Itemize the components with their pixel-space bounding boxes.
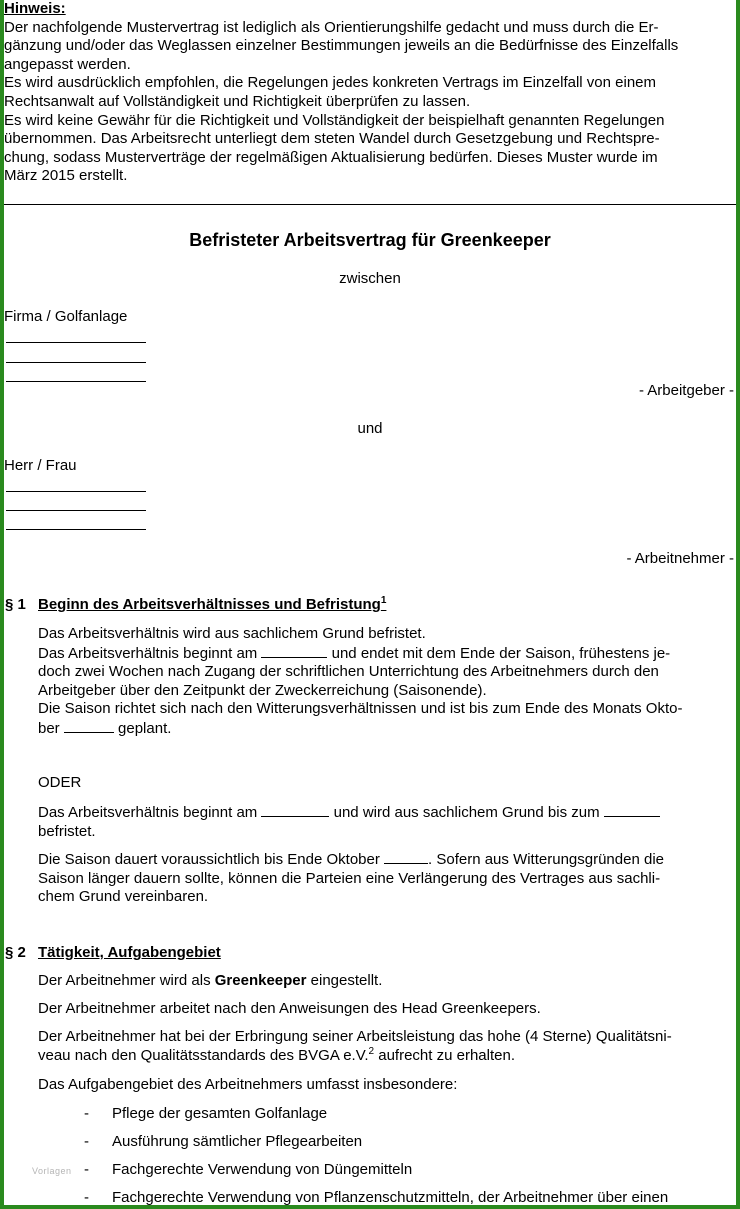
section-2-paragraph <box>38 972 735 991</box>
text: geplant. <box>118 719 172 737</box>
text: und endet mit dem Ende der Saison, frühestens je- <box>331 644 671 662</box>
section-2-number: § 2 <box>5 944 26 961</box>
word: aus <box>214 625 239 642</box>
notice-line: angepasst werden. <box>4 55 131 73</box>
section-1-number: § 1 <box>5 596 26 613</box>
alt-end-date-blank[interactable] <box>604 803 660 817</box>
alternative-paragraph <box>38 803 735 841</box>
notice-line: März 2015 erstellt. <box>4 167 128 185</box>
section-2-title: Tätigkeit, Aufgabengebiet <box>38 944 221 961</box>
paragraph-line <box>38 1047 735 1066</box>
section-2-paragraph <box>38 1076 735 1095</box>
employee-blank-line[interactable] <box>6 510 146 511</box>
list-item-text: Ausführung sämtlicher Pflegearbeiten <box>112 1133 363 1150</box>
start-date-blank[interactable] <box>261 644 327 658</box>
paragraph-line: Saison länger dauern sollte, können die Parteien eine Verlängerung des Vertrages aus sachli- <box>38 869 661 887</box>
word: sachlichem <box>243 625 319 642</box>
notice-title: Hinweis: <box>4 0 66 17</box>
text: Die Saison dauert voraussichtlich bis Ende Oktober <box>38 851 380 868</box>
text: Das Arbeitsverhältnis beginnt am <box>38 804 258 821</box>
paragraph-line <box>38 625 735 644</box>
text: Der Arbeitnehmer wird als <box>38 972 211 989</box>
footnote-ref-1[interactable]: 1 <box>380 595 387 606</box>
text: Das Arbeitsverhältnis beginnt am <box>38 644 258 662</box>
paragraph-line: Die Saison richtet sich nach den Witterungsverhältnissen und ist bis zum Ende des Monats Okto- <box>38 700 683 718</box>
word: Zweckerreichung <box>274 681 390 699</box>
section-1-paragraph <box>38 625 735 739</box>
notice-line: Es wird ausdrücklich empfohlen, die Regelungen jedes konkreten Vertrags im Einzelfall von einem <box>4 74 657 92</box>
text: und wird aus sachlichem Grund bis zum <box>333 804 600 821</box>
text: . Sofern aus Witterungsgründen die <box>428 851 664 868</box>
bullet-dash: - <box>84 1105 89 1122</box>
employer-blank-line[interactable] <box>6 362 146 363</box>
bullet-dash: - <box>84 1161 89 1178</box>
end-day-blank[interactable] <box>64 719 114 733</box>
word: wird <box>183 625 211 642</box>
oder-label: ODER <box>38 774 82 791</box>
word: über <box>119 681 150 699</box>
text: veau nach den Qualitätsstandards des BVGA e.V. <box>38 1046 369 1064</box>
word: Arbeitsverhältnis <box>68 625 179 642</box>
paragraph-line: Der Arbeitnehmer arbeitet nach den Anweisungen des Head Greenkeepers. <box>38 1000 541 1017</box>
paragraph-line <box>38 850 735 870</box>
employer-label: Firma / Golfanlage <box>4 308 128 325</box>
word: der <box>249 681 271 699</box>
footnote-ref-2[interactable]: 2 <box>368 1045 375 1057</box>
paragraph-line <box>38 803 735 823</box>
notice-block <box>4 0 732 186</box>
list-item-text: Pflege der gesamten Golfanlage <box>112 1105 328 1122</box>
word: Grund <box>322 625 365 642</box>
watermark: Vorlagen <box>32 1166 72 1176</box>
contract-title: Befristeter Arbeitsvertrag für Greenkeeper <box>189 230 551 250</box>
paragraph-line <box>38 972 735 991</box>
section-2-paragraph <box>38 1000 735 1019</box>
between-label: zwischen <box>339 270 401 287</box>
section-1-title <box>38 596 386 614</box>
employee-label: Herr / Frau <box>4 457 77 474</box>
text: ber <box>38 719 60 737</box>
employee-blank-line[interactable] <box>6 491 146 492</box>
list-item-text: Fachgerechte Verwendung von Pflanzenschutzmitteln, der Arbeitnehmer über einen <box>112 1189 669 1206</box>
word: befristet. <box>368 625 426 642</box>
paragraph-line: Der Arbeitnehmer hat bei der Erbringung seiner Arbeitsleistung das hohe (4 Sterne) Qualitätsni- <box>38 1028 672 1045</box>
employer-blank-line[interactable] <box>6 381 146 382</box>
word: Zeitpunkt <box>183 681 245 699</box>
notice-line: gänzung und/oder das Weglassen einzelner Bestimmungen jeweils an die Bedürfnisse des Einzelfalls <box>4 37 679 55</box>
employee-role-label: - Arbeitnehmer - <box>626 550 734 567</box>
employee-blank-line[interactable] <box>6 529 146 530</box>
list-item-text: Fachgerechte Verwendung von Düngemitteln <box>112 1161 413 1178</box>
notice-line: Es wird keine Gewähr für die Richtigkeit und Vollständigkeit der beispielhaft genannten Regelungen <box>4 111 665 129</box>
notice-line: chung, sodass Musterverträge der regelmäßigen Aktualisierung bedürfen. Dieses Muster wurde im <box>4 148 658 166</box>
employer-role-label: - Arbeitgeber - <box>638 382 734 399</box>
paragraph-line <box>38 719 735 739</box>
section-2-paragraph <box>38 1028 735 1065</box>
word: (Saisonende). <box>393 681 487 699</box>
text: aufrecht zu erhalten. <box>378 1046 515 1064</box>
notice-line: übernommen. Das Arbeitsrecht unterliegt dem steten Wandel durch Gesetzgebung und Rechtspre- <box>4 130 660 148</box>
notice-line: Rechtsanwalt auf Vollständigkeit und Richtigkeit überprüfen zu lassen. <box>4 92 471 110</box>
word: Das <box>38 625 65 642</box>
season-paragraph <box>38 850 735 907</box>
bullet-dash: - <box>84 1133 89 1150</box>
alt-start-date-blank[interactable] <box>261 803 329 817</box>
paragraph-line <box>38 644 735 664</box>
section-1-title-text: Beginn des Arbeitsverhältnisses und Befristung <box>38 596 381 613</box>
paragraph-line: doch zwei Wochen nach Zugang der schriftlichen Unterrichtung des Arbeitnehmers durch den <box>38 663 659 681</box>
and-label: und <box>357 420 383 437</box>
paragraph-line: befristet. <box>38 822 96 840</box>
employer-blank-line[interactable] <box>6 342 146 343</box>
notice-divider <box>4 204 736 205</box>
word: Arbeitgeber <box>38 681 116 699</box>
text: eingestellt. <box>310 972 383 989</box>
notice-line: Der nachfolgende Mustervertrag ist lediglich als Orientierungshilfe gedacht und muss durch die Er- <box>4 18 659 36</box>
paragraph-line <box>38 682 735 701</box>
job-title: Greenkeeper <box>214 972 307 989</box>
season-end-blank[interactable] <box>384 850 428 864</box>
bullet-dash: - <box>84 1189 89 1206</box>
paragraph-line: chem Grund vereinbaren. <box>38 888 209 906</box>
word: den <box>153 681 179 699</box>
paragraph-line: Das Aufgabengebiet des Arbeitnehmers umfasst insbesondere: <box>38 1076 458 1093</box>
